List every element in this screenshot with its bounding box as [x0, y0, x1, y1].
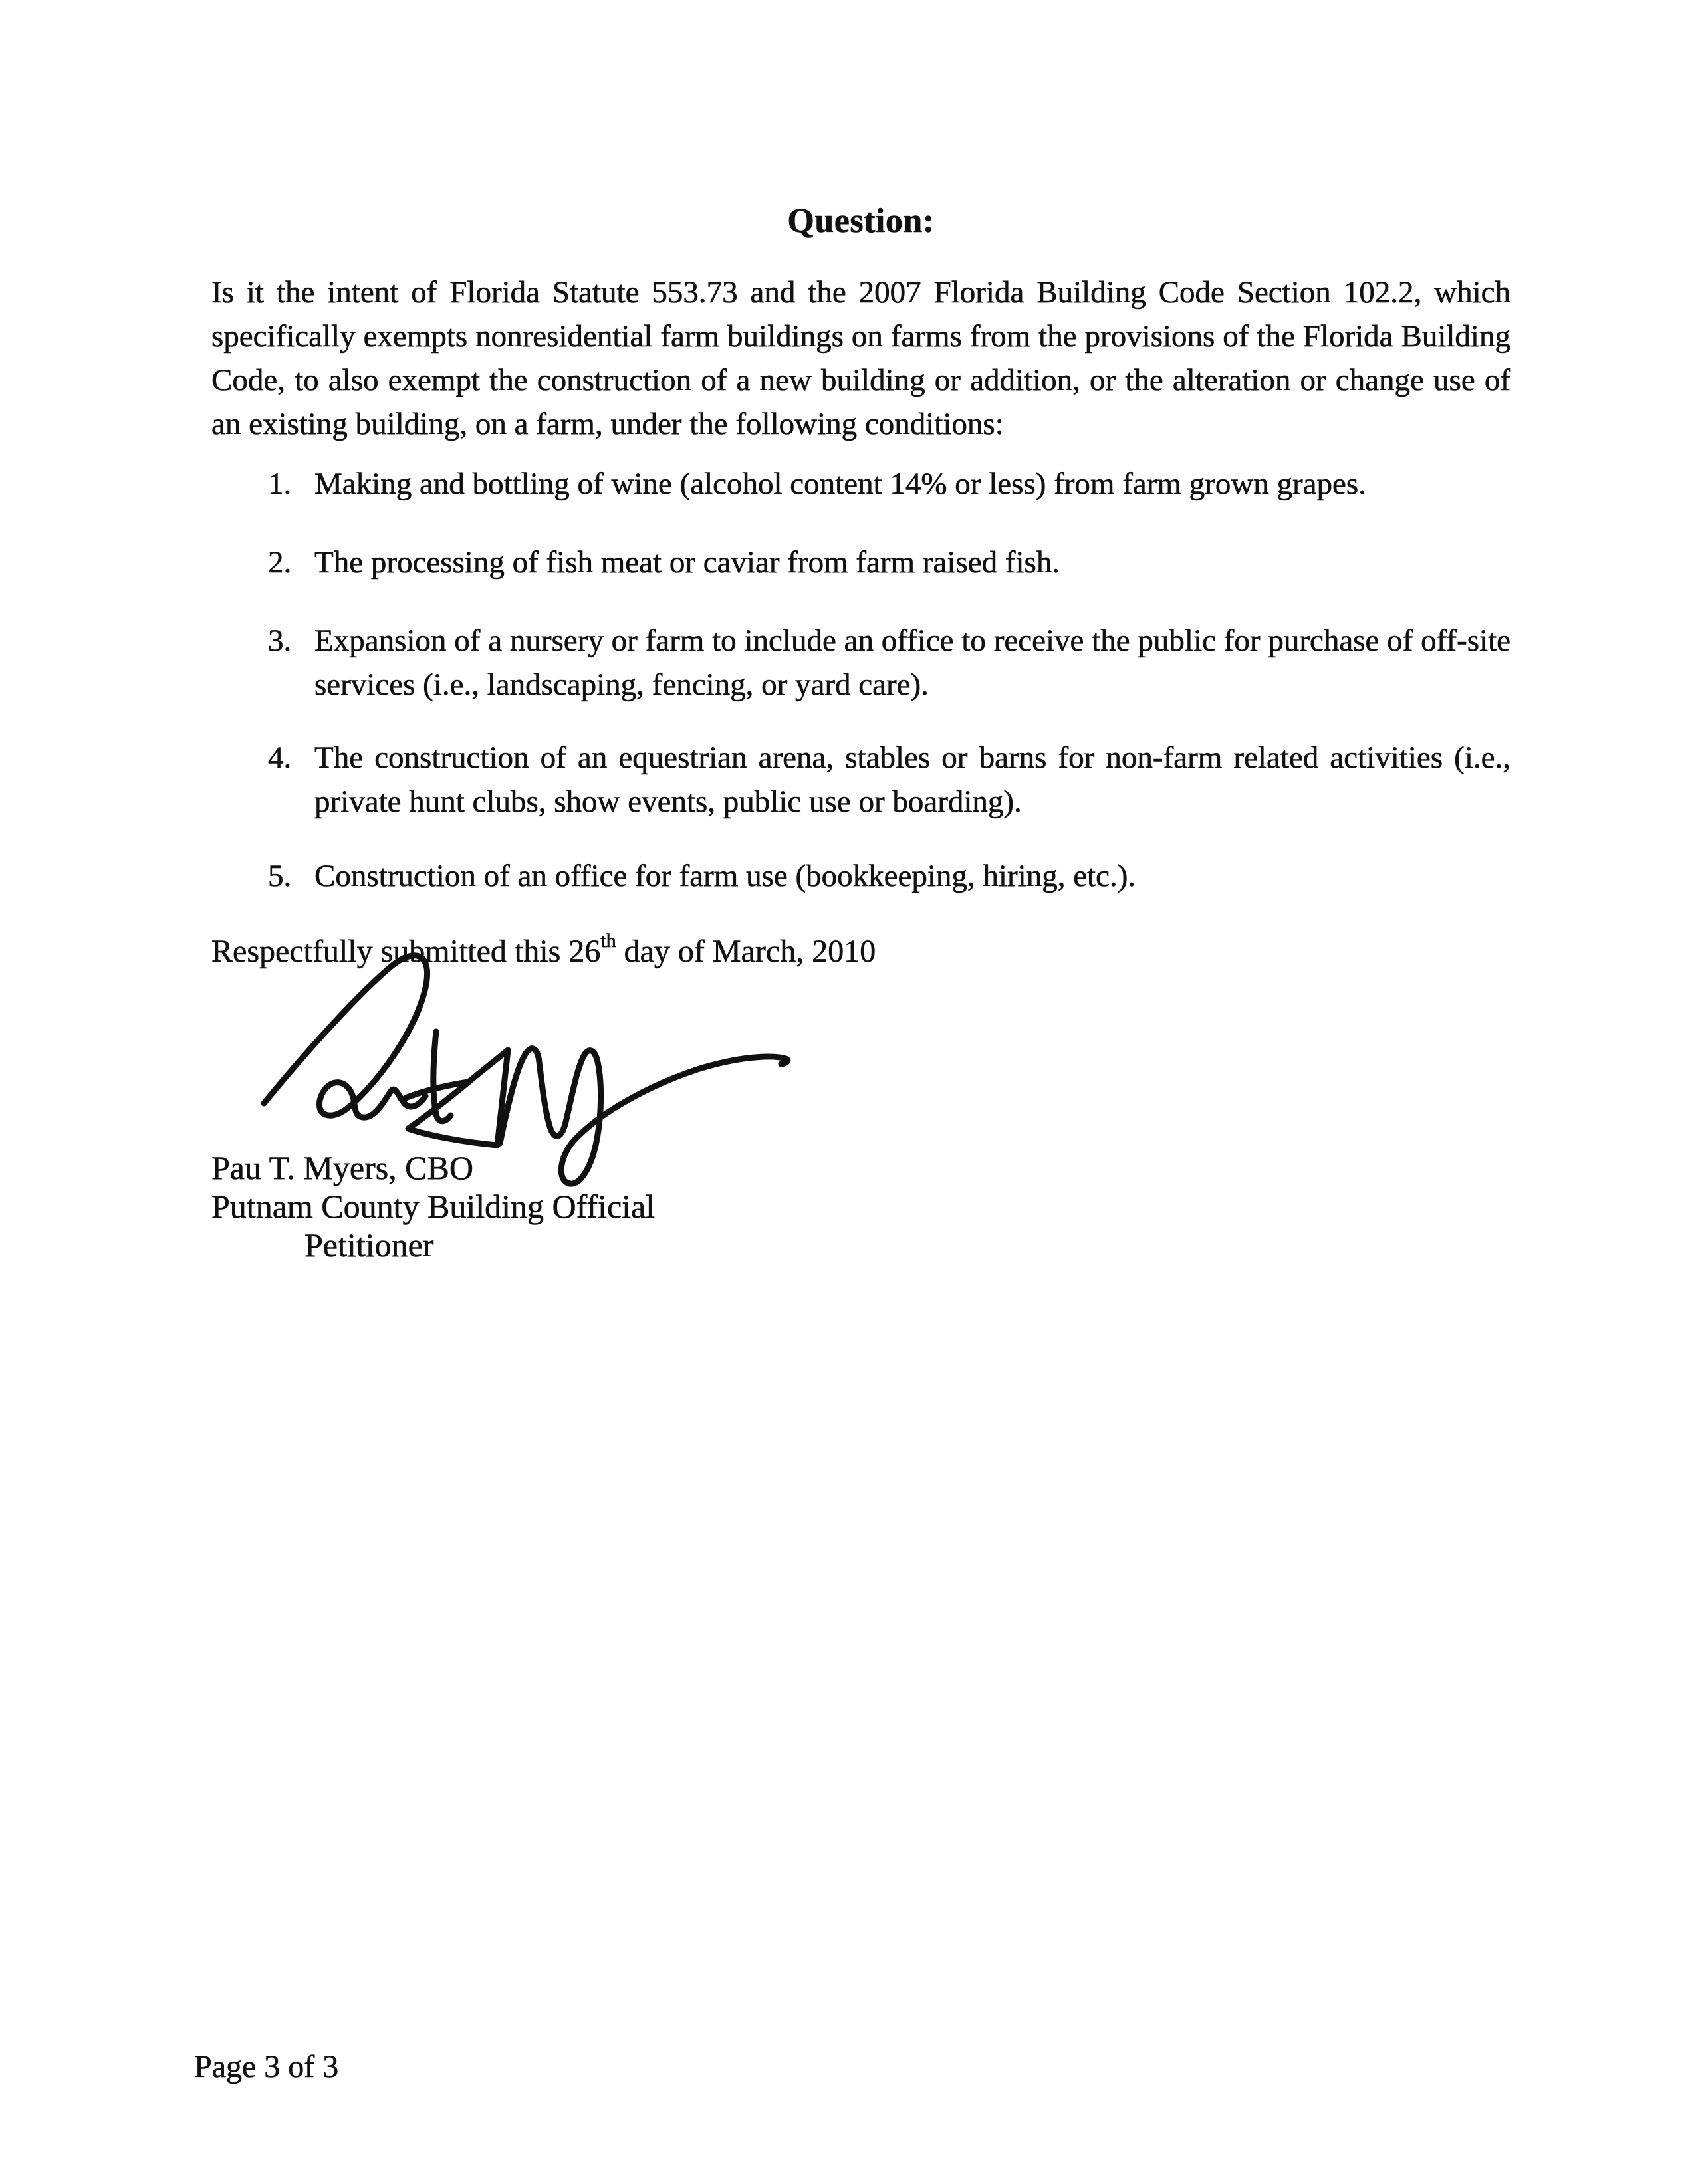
signer-role: Petitioner — [304, 1226, 434, 1263]
list-item — [211, 540, 1510, 584]
signer-title: Putnam County Building Official — [211, 1188, 656, 1225]
list-item-text: The processing of fish meat or caviar from farm raised fish. — [314, 545, 1060, 580]
list-item-text: Construction of an office for farm use (bookkeeping, hiring, etc.). — [314, 859, 1136, 893]
list-item-number: 1. — [268, 467, 292, 501]
question-heading: Question: — [787, 202, 935, 240]
page-number: Page 3 of 3 — [194, 2049, 339, 2084]
question-paragraph: Is it the intent of Florida Statute 553.73 and the 2007 Florida Building Code Section 102.2, which specifically exempts nonresidential farm buildings on farms from the provisions of the Florida Building Code, to also exempt the construction of a new building or addition, or the alteration or change use of an existing building, on a farm, under the following conditions: — [211, 275, 1510, 441]
list-item — [211, 462, 1510, 506]
closing-prefix: Respectfully submitted this 26 — [211, 934, 601, 969]
closing-suffix: day of March, 2010 — [616, 934, 876, 969]
closing-ordinal-suffix: th — [600, 930, 616, 952]
signer-name: Pau T. Myers, CBO — [211, 1149, 473, 1186]
list-item — [211, 619, 1510, 707]
list-item-number: 2. — [268, 545, 292, 580]
signature-block — [211, 1148, 1510, 1264]
list-item-text: Making and bottling of wine (alcohol content 14% or less) from farm grown grapes. — [314, 467, 1366, 501]
list-item-number: 5. — [268, 859, 292, 893]
list-item-text: The construction of an equestrian arena, stables or barns for non-farm related activities (i.e., private hunt clubs, show events, public use or boarding). — [314, 740, 1510, 819]
list-item-number: 3. — [268, 623, 292, 658]
list-item — [211, 736, 1510, 823]
conditions-list — [211, 462, 1510, 898]
list-item-text: Expansion of a nursery or farm to include an office to receive the public for purchase of off-site services (i.e., landscaping, fencing, or yard care). — [314, 623, 1510, 702]
list-item — [211, 854, 1510, 898]
list-item-number: 4. — [268, 740, 292, 775]
signature-stroke-paul — [264, 956, 427, 1117]
